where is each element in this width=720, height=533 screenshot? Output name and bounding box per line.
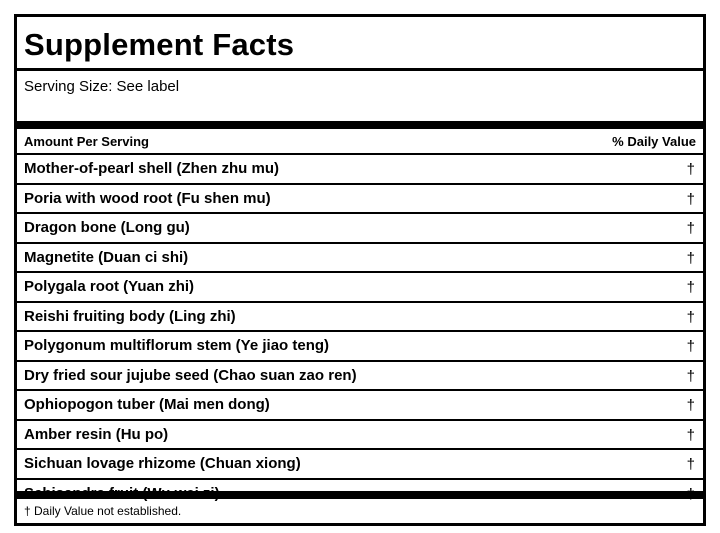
title-divider	[17, 68, 703, 71]
daily-value-dagger: †	[686, 161, 695, 178]
daily-value-dagger: †	[686, 397, 695, 414]
daily-value-dagger: †	[686, 249, 695, 267]
daily-value-dagger: †	[686, 190, 695, 208]
ingredient-name: Magnetite (Duan ci shi)	[24, 248, 189, 266]
supplement-facts-panel	[14, 14, 706, 526]
ingredient-name: Reishi fruiting body (Ling zhi)	[24, 307, 236, 325]
ingredient-name: Amber resin (Hu po)	[24, 425, 169, 443]
footnote: † Daily Value not established.	[24, 504, 182, 518]
thick-divider-top	[17, 121, 703, 129]
daily-value-dagger: †	[686, 279, 695, 296]
daily-value-header: % Daily Value	[612, 134, 696, 149]
daily-value-dagger: †	[686, 220, 695, 237]
ingredient-name: Polygala root (Yuan zhi)	[24, 278, 195, 295]
daily-value-dagger: †	[686, 426, 695, 444]
ingredient-row	[17, 153, 703, 183]
column-header-row	[24, 131, 696, 153]
panel-title: Supplement Facts	[24, 27, 295, 62]
ingredient-row	[17, 360, 703, 390]
ingredient-name: Dragon bone (Long gu)	[24, 219, 190, 236]
ingredient-row	[17, 271, 703, 301]
daily-value-dagger: †	[686, 338, 695, 355]
ingredient-row	[17, 301, 703, 331]
ingredient-name: Ophiopogon tuber (Mai men dong)	[24, 396, 270, 413]
ingredient-row	[17, 419, 703, 449]
ingredient-name: Dry fried sour jujube seed (Chao suan zao ren)	[24, 366, 357, 384]
daily-value-dagger: †	[686, 367, 695, 385]
ingredient-row	[17, 242, 703, 272]
thick-divider-bottom	[17, 491, 703, 499]
ingredient-name: Sichuan lovage rhizome (Chuan xiong)	[24, 455, 301, 472]
ingredient-row	[17, 212, 703, 242]
daily-value-dagger: †	[686, 456, 695, 473]
ingredient-list	[17, 153, 703, 507]
ingredient-row	[17, 389, 703, 419]
ingredient-name: Poria with wood root (Fu shen mu)	[24, 189, 271, 207]
ingredient-row	[17, 448, 703, 478]
ingredient-name: Polygonum multiflorum stem (Ye jiao teng)	[24, 337, 330, 354]
ingredient-row	[17, 330, 703, 360]
ingredient-row	[17, 183, 703, 213]
amount-per-serving-header: Amount Per Serving	[24, 134, 149, 149]
serving-size: Serving Size: See label	[24, 78, 180, 95]
daily-value-dagger: †	[686, 308, 695, 326]
ingredient-name: Mother-of-pearl shell (Zhen zhu mu)	[24, 160, 279, 177]
